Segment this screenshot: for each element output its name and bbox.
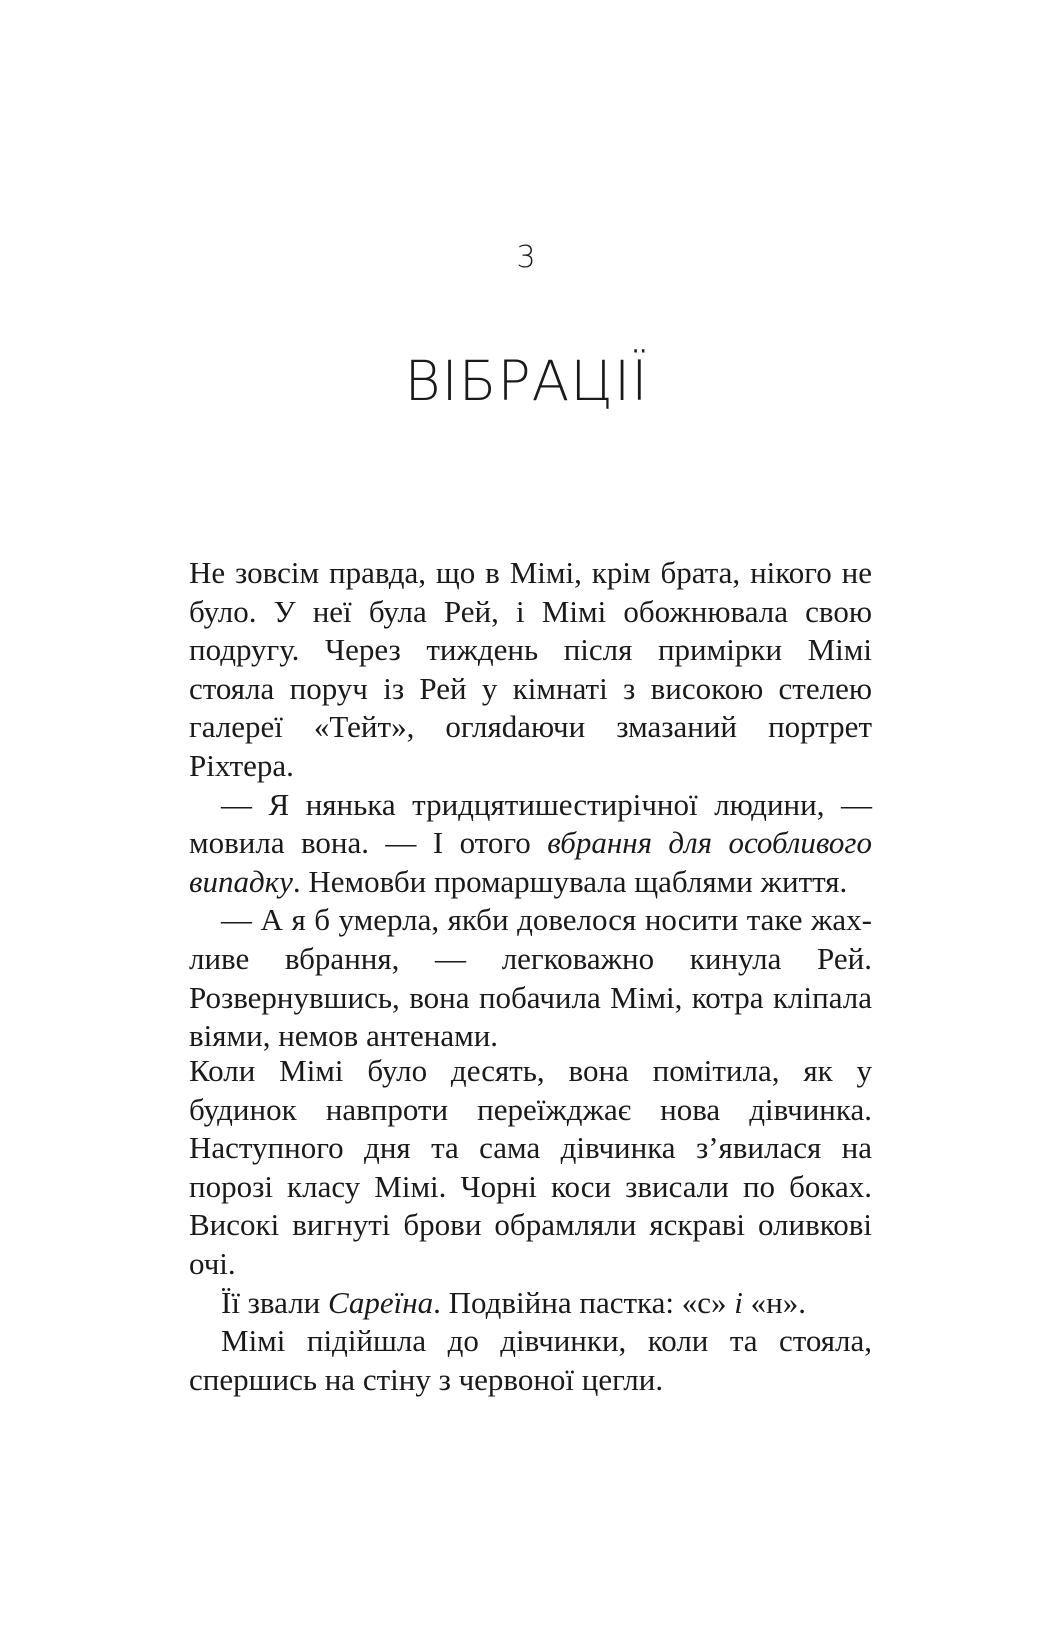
paragraph: Мімі підійшла до дівчинки, коли та стояла, спершись на стіну з червоної цегли. [189, 1323, 872, 1397]
paragraph: Не зовсім правда, що в Мімі, крім брата, нікого не було. У неї була Рей, і Мімі обожнювала свою подругу. Через тиждень після примірки Мімі стояла поруч із Рей у кімнаті з високою стелею галереї «Тейт», огляdаючи змазаний портрет Ріхтера. [189, 555, 872, 783]
text-run: — Я нянька тридцятишестирічної людини, — мовила вона. — І отого [189, 786, 872, 861]
italic-text: вбрання для особливого випадку [189, 825, 872, 899]
text-run: Її звали [221, 1284, 329, 1320]
italic-text: Сареїна [328, 1284, 434, 1320]
chapter-number: 3 [516, 240, 537, 275]
paragraph [189, 1284, 872, 1323]
text-run: . Подвійна пастка: «с» [433, 1284, 735, 1320]
dialogue-paragraph [189, 786, 872, 902]
dialogue-paragraph: — А я б умерла, якби довелося носити таке жахливе вбрання, — легковажно кинула Рей. Розвернувшись, вона побачила Мімі, котра кліпала віями, немов антенами. [189, 902, 872, 1054]
text-section-1 [189, 554, 872, 1056]
text-run: . Немовби промаршувала щаблями життя. [292, 863, 848, 899]
paragraph: Коли Мімі було десять, вона помітила, як у будинок навпроти переїжджає нова дівчинка. Наступного дня та сама дівчинка з’явилася на порозі класу Мімі. Чорні коси звисали по боках. Високі вигнуті брови обрамляли яскраві оливкові очі. [189, 1053, 872, 1281]
text-section-2 [189, 1052, 872, 1399]
italic-text: і [734, 1284, 743, 1320]
chapter-title: ВІБРАЦІЇ [404, 349, 649, 413]
text-run: «н». [742, 1284, 806, 1320]
